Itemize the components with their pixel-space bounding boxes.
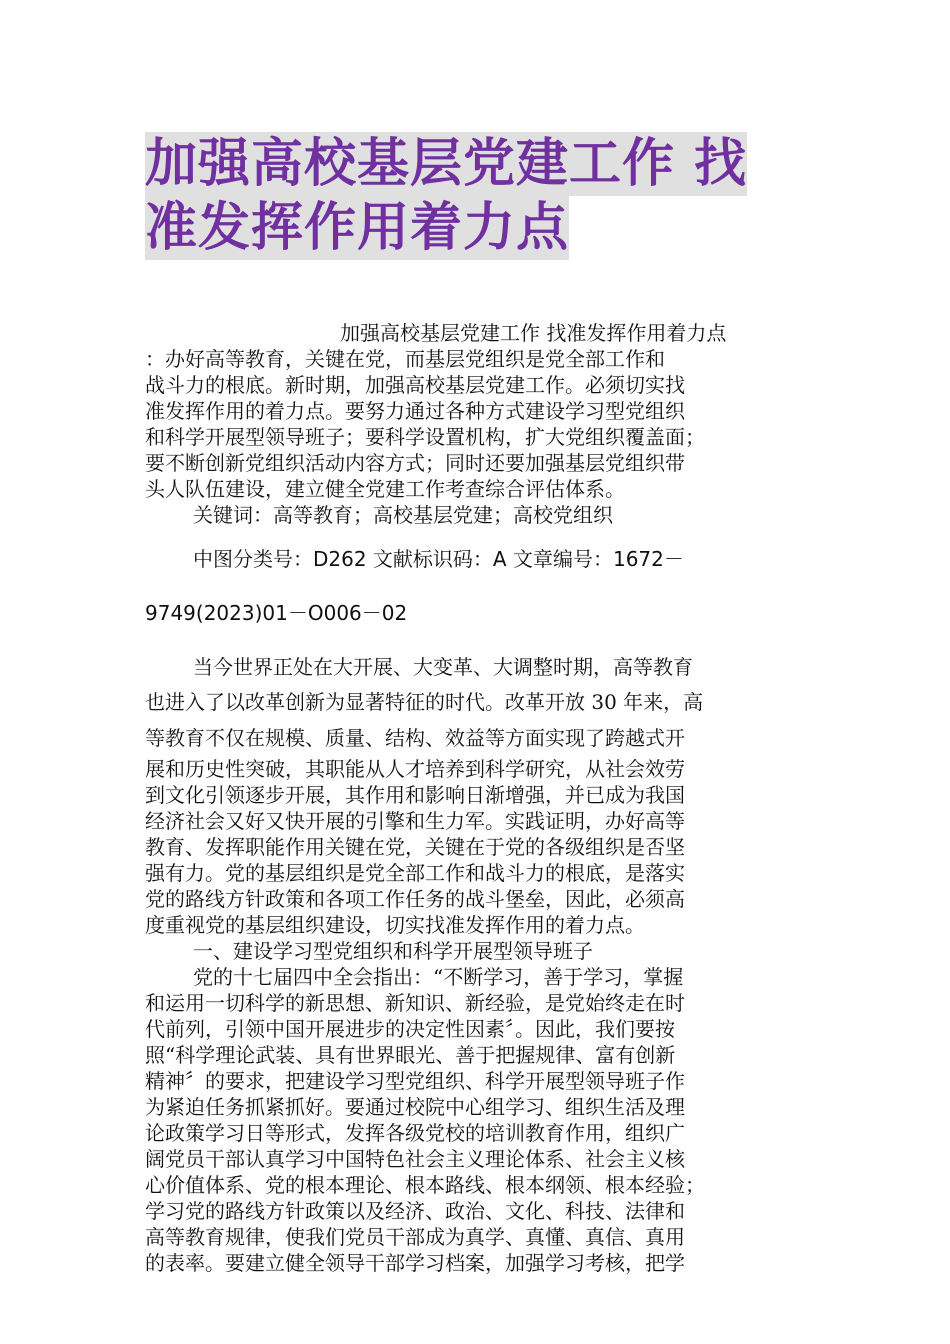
body-line: 为紧迫任务抓紧抓好。要通过校院中心组学习、组织生活及理 — [145, 1095, 685, 1119]
body-line: 党的路线方针政策和各项工作任务的战斗堡垒，因此，必须高 — [145, 887, 685, 911]
body-line: 头人队伍建设，建立健全党建工作考查综合评估体系。 — [145, 477, 625, 501]
body-line: 强有力。党的基层组织是党全部工作和战斗力的根底，是落实 — [145, 861, 685, 885]
body-line: 中图分类号：D262 文献标识码：A 文章编号：1672－ — [193, 547, 684, 571]
body-line: 和运用一切科学的新思想、新知识、新经验，是党始终走在时 — [145, 991, 685, 1015]
body-line: 也进入了以改革创新为显著特征的时代。改革开放 30 年来，高 — [145, 690, 704, 714]
body-line: 论政策学习日等形式，发挥各级党校的培训教育作用，组织广 — [145, 1121, 685, 1145]
body-line: 度重视党的基层组织建设，切实找准发挥作用的着力点。 — [145, 913, 645, 937]
body-line: 当今世界正处在大开展、大变革、大调整时期，高等教育 — [193, 655, 693, 679]
body-line: 经济社会又好又快开展的引擎和生力军。实践证明，办好高等 — [145, 809, 685, 833]
body-line: 到文化引领逐步开展，其作用和影响日渐增强，并已成为我国 — [145, 783, 685, 807]
body-line: 心价值体系、党的根本理论、根本路线、根本纲领、根本经验； — [145, 1173, 705, 1197]
body-line: 战斗力的根底。新时期，加强高校基层党建工作。必须切实找 — [145, 373, 685, 397]
body-line: 要不断创新党组织活动内容方式；同时还要加强基层党组织带 — [145, 451, 685, 475]
body-line: 准发挥作用的着力点。要努力通过各种方式建设学习型党组织 — [145, 399, 685, 423]
body-line: 党的十七届四中全会指出：“不断学习，善于学习，掌握 — [193, 965, 684, 989]
body-line: 的表率。要建立健全领导干部学习档案，加强学习考核，把学 — [145, 1251, 685, 1275]
title-line-1: 加强高校基层党建工作 找 — [145, 134, 748, 194]
body-line: 等教育不仅在规模、质量、结构、效益等方面实现了跨越式开 — [145, 726, 685, 750]
body-line: 学习党的路线方针政策以及经济、政治、文化、科技、法律和 — [145, 1199, 685, 1223]
body-line: 和科学开展型领导班子；要科学设置机构，扩大党组织覆盖面； — [145, 425, 705, 449]
body-line: 一、建设学习型党组织和科学开展型领导班子 — [193, 939, 593, 963]
body-line: 高等教育规律，使我们党员干部成为真学、真懂、真信、真用 — [145, 1225, 685, 1249]
body-line: 加强高校基层党建工作 找准发挥作用着力点 — [340, 321, 727, 345]
body-line: 9749(2023)01－O006－02 — [145, 601, 408, 625]
body-line: ：办好高等教育，关键在党，而基层党组织是党全部工作和 — [145, 347, 665, 371]
document-title — [145, 132, 815, 260]
body-line: 关键词：高等教育；高校基层党建；高校党组织 — [193, 503, 613, 527]
title-line-2: 准发挥作用着力点 — [145, 198, 570, 258]
body-line: 精神〞的要求，把建设学习型党组织、科学开展型领导班子作 — [145, 1069, 685, 1093]
body-line: 代前列，引领中国开展进步的决定性因素〞。因此，我们要按 — [145, 1017, 675, 1041]
body-line: 教育、发挥职能作用关键在党，关键在于党的各级组织是否坚 — [145, 835, 685, 859]
body-line: 照“科学理论武装、具有世界眼光、善于把握规律、富有创新 — [145, 1043, 676, 1067]
body-line: 阔党员干部认真学习中国特色社会主义理论体系、社会主义核 — [145, 1147, 685, 1171]
body-line: 展和历史性突破，其职能从人才培养到科学研究，从社会效劳 — [145, 757, 685, 781]
document-body — [145, 320, 805, 1276]
